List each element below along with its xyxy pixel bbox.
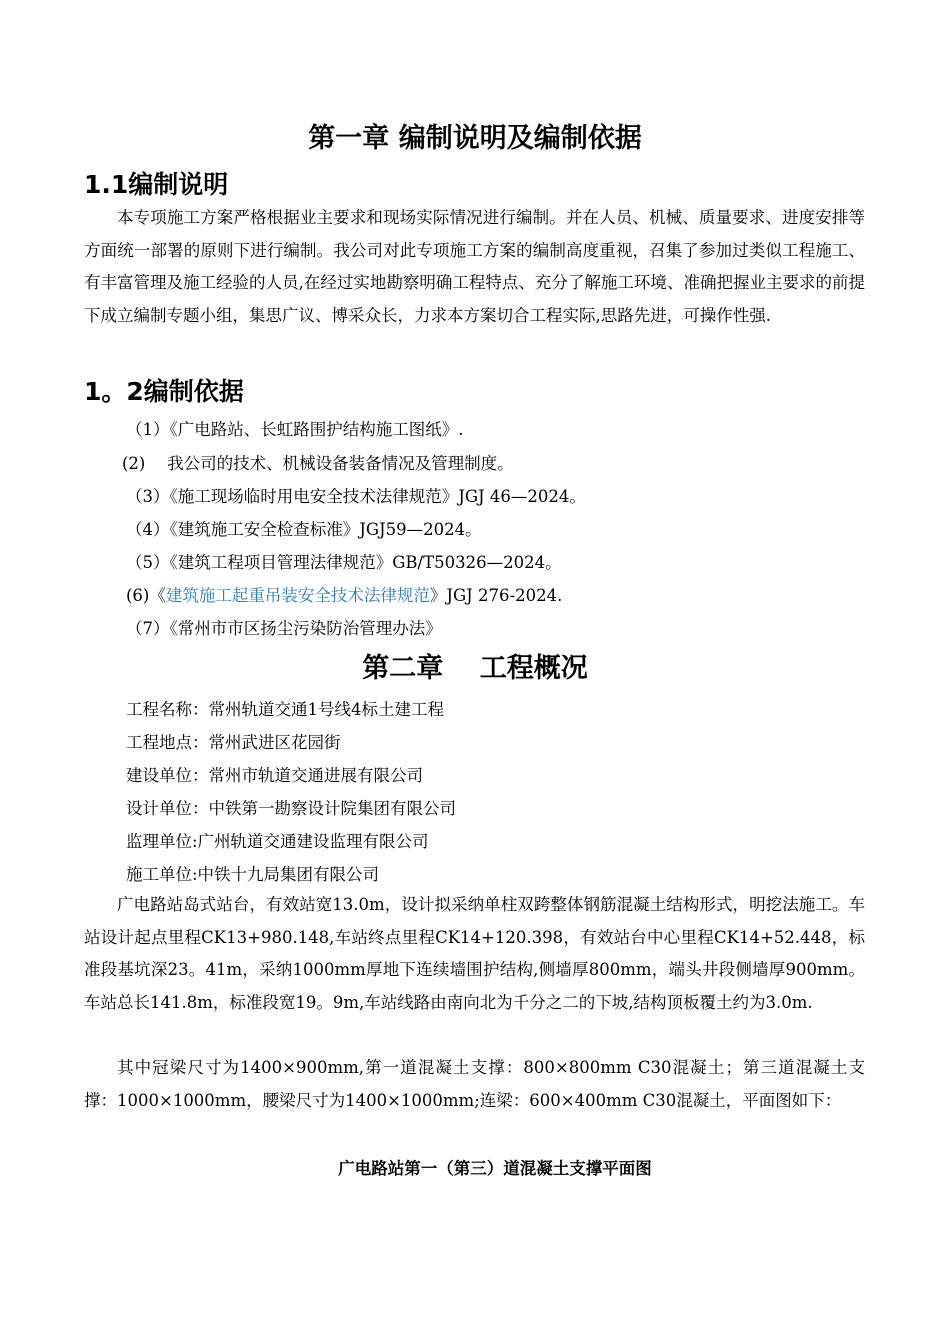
figure-caption: 广电路站第一（第三）道混凝土支撑平面图 xyxy=(338,1159,652,1178)
reference-item-4: （4）《建筑施工安全检查标准》JGJ59—2024。 xyxy=(126,520,482,539)
reference-item-2: (2) 我公司的技术、机械设备装备情况及管理制度。 xyxy=(122,454,514,473)
project-info-name: 工程名称：常州轨道交通1号线4标土建工程 xyxy=(126,700,444,719)
project-info-location: 工程地点：常州武进区花园街 xyxy=(126,733,341,752)
project-info-contractor: 施工单位:中铁十九局集团有限公司 xyxy=(126,865,380,884)
reference-item-7: （7）《常州市市区扬尘污染防治管理办法》 xyxy=(126,619,442,638)
reference-item-3: （3）《施工现场临时用电安全技术法律规范》JGJ 46—2024。 xyxy=(126,487,586,506)
reference-item-6-prefix: (6)《 xyxy=(126,586,166,605)
project-info-supervisor: 监理单位:广州轨道交通建设监理有限公司 xyxy=(126,832,429,851)
project-overview-paragraph: 广电路站岛式站台，有效站宽13.0m，设计拟采纳单柱双跨整体钢筋混凝土结构形式，明挖法施工。车站设计起点里程CK13+980.148,车站终点里程CK14+120.398，有效站台中心里程CK14+52.448，标准段基坑深23。41m，采纳1000mm厚地下连续墙围护结构,侧墙厚800mm，端头井段侧墙厚900mm。车站总长141.8m，标准段宽19。9m,车站线路由南向北为千分之二的下坡,结构顶板覆土约为3.0m. xyxy=(84,895,865,1012)
chapter-1-title: 第一章 编制说明及编制依据 xyxy=(308,123,642,154)
section-1-1-paragraph: 本专项施工方案严格根据业主要求和现场实际情况进行编制。并在人员、机械、质量要求、进度安排等方面统一部署的原则下进行编制。我公司对此专项施工方案的编制高度重视，召集了参加过类似工程施工、有丰富管理及施工经验的人员,在经过实地勘察明确工程特点、充分了解施工环境、准确把握业主要求的前提下成立编制专题小组，集思广议、博采众长，力求本方案切合工程实际,思路先进，可操作性强. xyxy=(84,208,865,325)
section-1-2-heading: 1。2编制依据 xyxy=(84,377,244,406)
project-info-owner: 建设单位：常州市轨道交通进展有限公司 xyxy=(126,766,423,785)
reference-item-6 xyxy=(126,582,562,606)
reference-item-1: （1）《广电路站、长虹路围护结构施工图纸》. xyxy=(126,420,464,439)
project-info-designer: 设计单位：中铁第一勘察设计院集团有限公司 xyxy=(126,799,456,818)
reference-item-5: （5）《建筑工程项目管理法律规范》GB/T50326—2024。 xyxy=(126,553,562,572)
reference-item-6-suffix: 》JGJ 276-2024. xyxy=(429,586,563,605)
chapter-2-title: 第二章 工程概况 xyxy=(362,653,588,684)
reference-item-6-link[interactable]: 建筑施工起重吊装安全技术法律规范 xyxy=(165,586,430,605)
section-1-1-heading: 1.1编制说明 xyxy=(84,170,229,199)
support-dimensions-paragraph: 其中冠梁尺寸为1400×900mm,第一道混凝土支撑：800×800mm C30混凝土；第三道混凝土支撑：1000×1000mm，腰梁尺寸为1400×1000mm;连梁：600×400mm C30混凝土，平面图如下： xyxy=(84,1058,865,1110)
